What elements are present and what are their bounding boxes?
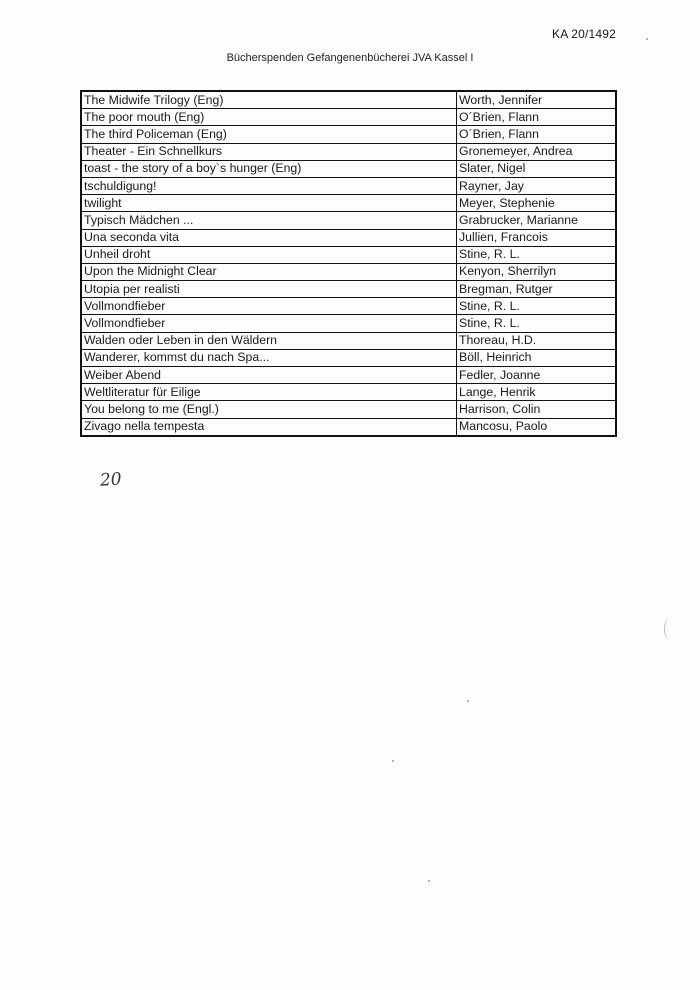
table-row — [81, 315, 616, 332]
scan-speck — [646, 38, 648, 40]
table-row — [81, 195, 616, 212]
book-title-cell: Walden oder Leben in den Wäldern — [81, 332, 457, 349]
table-row — [81, 229, 616, 246]
book-author-cell: Jullien, Francois — [457, 229, 617, 246]
table-row — [81, 281, 616, 298]
book-title-cell: The poor mouth (Eng) — [81, 109, 457, 126]
table-row — [81, 349, 616, 366]
book-author-cell: Bregman, Rutger — [457, 281, 617, 298]
table-row — [81, 91, 616, 109]
scan-speck — [428, 880, 430, 882]
scan-speck — [467, 700, 469, 702]
book-title-cell: Typisch Mädchen ... — [81, 212, 457, 229]
book-title-cell: Upon the Midnight Clear — [81, 263, 457, 280]
book-title-cell: twilight — [81, 195, 457, 212]
book-author-cell: Stine, R. L. — [457, 246, 617, 263]
book-author-cell: Kenyon, Sherrilyn — [457, 263, 617, 280]
book-title-cell: Weiber Abend — [81, 367, 457, 384]
book-author-cell: Grabrucker, Marianne — [457, 212, 617, 229]
donation-table — [80, 90, 617, 437]
table-row — [81, 332, 616, 349]
table-row — [81, 401, 616, 418]
page-title: Bücherspenden Gefangenenbücherei JVA Kassel I — [226, 52, 474, 64]
table-row — [81, 126, 616, 143]
book-title-cell: tschuldigung! — [81, 177, 457, 194]
table-row — [81, 212, 616, 229]
scan-edge-mark — [664, 618, 675, 640]
book-author-cell: Meyer, Stephenie — [457, 195, 617, 212]
book-author-cell: O´Brien, Flann — [457, 109, 617, 126]
table-row — [81, 246, 616, 263]
book-title-cell: Theater - Ein Schnellkurs — [81, 143, 457, 160]
table-row — [81, 298, 616, 315]
book-author-cell: Stine, R. L. — [457, 315, 617, 332]
table-row — [81, 418, 616, 436]
book-author-cell: Böll, Heinrich — [457, 349, 617, 366]
book-title-cell: Unheil droht — [81, 246, 457, 263]
book-title-cell: The Midwife Trilogy (Eng) — [81, 91, 457, 109]
book-title-cell: toast - the story of a boy`s hunger (Eng) — [81, 160, 457, 177]
book-author-cell: Slater, Nigel — [457, 160, 617, 177]
table-row — [81, 263, 616, 280]
book-author-cell: Harrison, Colin — [457, 401, 617, 418]
book-title-cell: Weltliteratur für Eilige — [81, 384, 457, 401]
book-author-cell: Fedler, Joanne — [457, 367, 617, 384]
table-row — [81, 177, 616, 194]
document-reference: KA 20/1492 — [552, 27, 617, 41]
book-title-cell: Una seconda vita — [81, 229, 457, 246]
book-title-cell: You belong to me (Engl.) — [81, 401, 457, 418]
table-row — [81, 160, 616, 177]
scan-speck — [392, 760, 394, 762]
book-author-cell: O´Brien, Flann — [457, 126, 617, 143]
book-title-cell: Vollmondfieber — [81, 298, 457, 315]
donation-table-body — [81, 91, 616, 436]
book-title-cell: Utopia per realisti — [81, 281, 457, 298]
book-title-cell: Zivago nella tempesta — [81, 418, 457, 436]
book-title-cell: Vollmondfieber — [81, 315, 457, 332]
book-author-cell: Worth, Jennifer — [457, 91, 617, 109]
book-title-cell: The third Policeman (Eng) — [81, 126, 457, 143]
table-row — [81, 384, 616, 401]
book-author-cell: Mancosu, Paolo — [457, 418, 617, 436]
book-title-cell: Wanderer, kommst du nach Spa... — [81, 349, 457, 366]
table-row — [81, 109, 616, 126]
handwritten-count: 20 — [99, 469, 123, 491]
table-row — [81, 367, 616, 384]
book-author-cell: Lange, Henrik — [457, 384, 617, 401]
book-author-cell: Gronemeyer, Andrea — [457, 143, 617, 160]
book-author-cell: Rayner, Jay — [457, 177, 617, 194]
table-row — [81, 143, 616, 160]
book-author-cell: Stine, R. L. — [457, 298, 617, 315]
book-author-cell: Thoreau, H.D. — [457, 332, 617, 349]
